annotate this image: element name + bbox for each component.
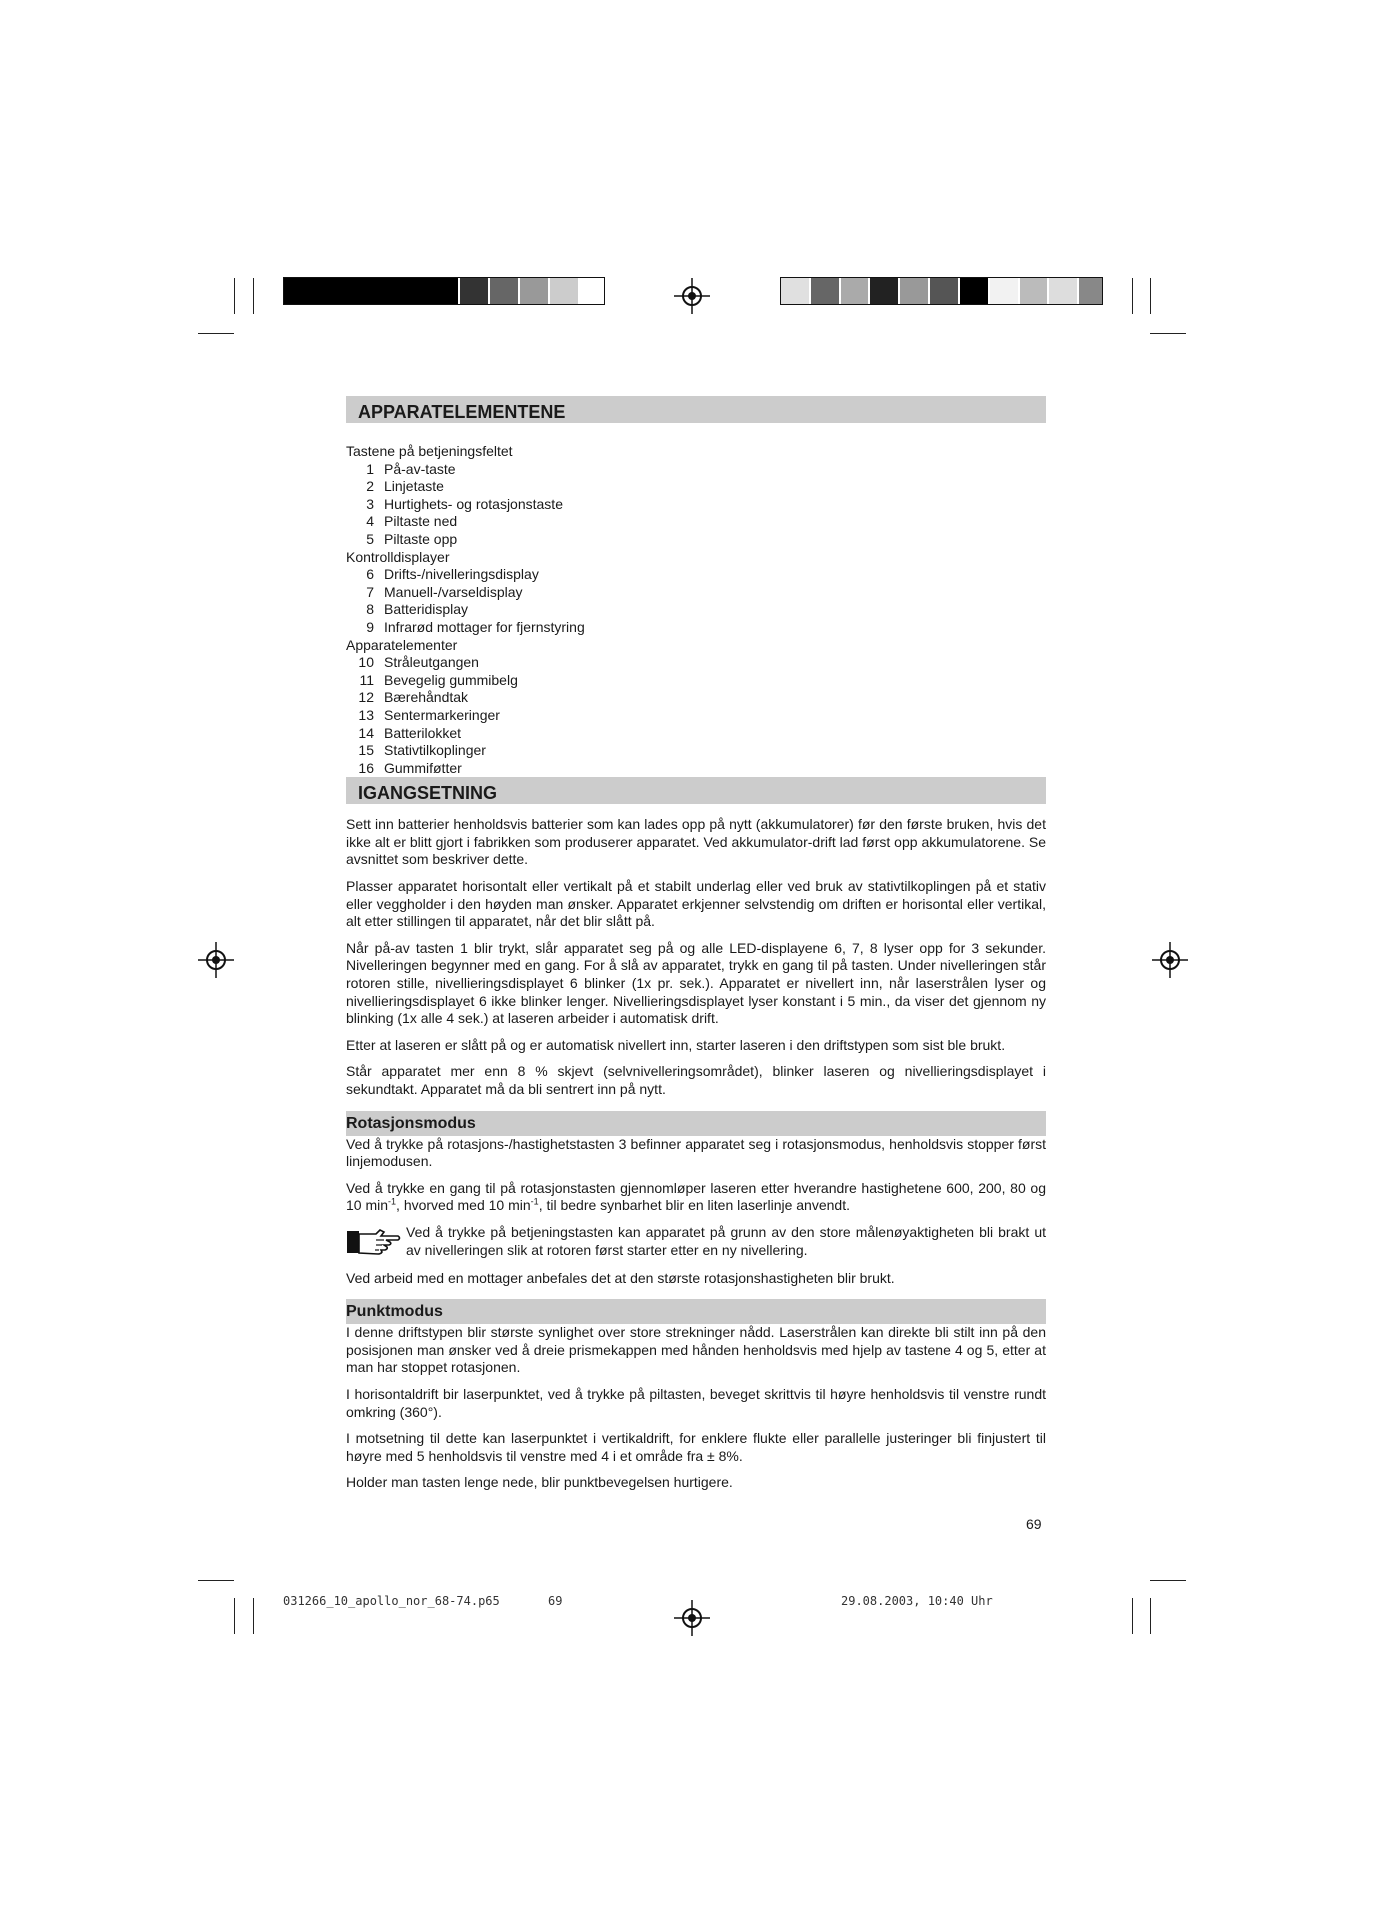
pointing-hand-icon bbox=[346, 1224, 406, 1261]
group-label: Apparatelementer bbox=[346, 636, 458, 653]
list-item: 1 På-av-taste bbox=[366, 460, 456, 477]
subsection-heading-punktmodus: Punktmodus bbox=[346, 1299, 1046, 1324]
list-item: 15 Stativtilkoplinger bbox=[358, 742, 486, 759]
list-item: 2 Linjetaste bbox=[366, 478, 444, 495]
paragraph: I denne driftstypen blir største synlighet over store strekninger nådd. Laserstrålen kan direkte bli stilt inn på den posisjonen man ønsker ved å dreie prismekappen med hånden henholdsvis med hjelp av tastene 4 og 5, etter at man har stoppet rotasjonen. bbox=[346, 1324, 1046, 1376]
list-item: 13 Sentermarkeringer bbox=[358, 706, 500, 723]
registration-mark-icon bbox=[196, 940, 236, 980]
registration-mark-icon bbox=[672, 276, 712, 316]
list-item: 7 Manuell-/varseldisplay bbox=[366, 583, 523, 600]
section-heading-apparatelementene: APPARATELEMENTENE bbox=[346, 396, 1046, 423]
paragraph: Når på-av tasten 1 blir trykt, slår apparatet seg på og alle LED-displayene 6, 7, 8 lyser opp for 3 sekunder. Nivelleringen begynner med en gang. For å slå av apparatet, trykk en gang til på tasten. Under nivelleringen står rotoren stille, nivellieringsdisplayet 6 blinker (1x pr. sek.). Apparatet er nivellert inn, når laserstrålen lyser og nivellieringsdisplayet 6 ikke blinker lenger. Nivellieringsdisplayet lyser konstant i 5 min., da viser det gjennom ny blinking (1x alle 4 sek.) at laseren arbeider i automatisk drift. bbox=[346, 939, 1046, 1027]
paragraph: Sett inn batterier henholdsvis batterier som kan lades opp på nytt (akkumulatorer) før den første bruken, hvis det ikke alt er blitt gjort i fabrikken som produserer apparatet. Ved akkumulator-drift lad først opp akkumulatorene. Se avsnittet som beskriver dette. bbox=[346, 816, 1046, 868]
paragraph: Holder man tasten lenge nede, blir punktbevegelsen hurtigere. bbox=[346, 1474, 733, 1491]
list-item: 10 Stråleutgangen bbox=[358, 654, 479, 671]
paragraph-speeds: Ved å trykke en gang til på rotasjonstasten gjennomløper laseren etter hverandre hastighetene 600, 200, 80 og 10 $\min^{-1}$, hvorved med 10 $\min^{-1}$, til bedre synbarhet blir en liten laserlinje anvendt. bbox=[346, 1179, 1046, 1214]
paragraph: Ved arbeid med en mottager anbefales det at den største rotasjonshastigheten blir brukt. bbox=[346, 1269, 895, 1286]
list-item: 12 Bærehåndtak bbox=[358, 689, 469, 706]
footer-timestamp: 29.08.2003, 10:40 Uhr bbox=[841, 1594, 993, 1608]
list-item: 9 Infrarød mottager for fjernstyring bbox=[366, 618, 585, 635]
page-number: 69 bbox=[1026, 1516, 1042, 1532]
list-item: 11 Bevegelig gummibelg bbox=[359, 671, 518, 688]
registration-mark-icon bbox=[672, 1598, 712, 1638]
list-item: 3 Hurtighets- og rotasjonstaste bbox=[366, 495, 563, 512]
registration-mark-icon bbox=[1150, 940, 1190, 980]
footer-page: 69 bbox=[548, 1594, 563, 1608]
page-content bbox=[346, 396, 1046, 1501]
list-item: 5 Piltaste opp bbox=[366, 530, 458, 547]
note-text: Ved å trykke på betjeningstasten kan apparatet på grunn av den store målenøyaktigheten bli brakt ut av nivelleringen slik at rotoren først starter etter en ny nivellering. bbox=[406, 1223, 1046, 1258]
parts-list bbox=[346, 443, 1046, 777]
list-item: 16 Gummiføtter bbox=[358, 759, 462, 776]
subsection-heading-rotasjonsmodus: Rotasjonsmodus bbox=[346, 1111, 1046, 1136]
footer-filename: 031266_10_apollo_nor_68-74.p65 bbox=[283, 1594, 500, 1608]
paragraph: Ved å trykke på rotasjons-/hastighetstasten 3 befinner apparatet seg i rotasjonsmodus, henholdsvis stopper først linjemodusen. bbox=[346, 1135, 1046, 1170]
section-heading-igangsetning: IGANGSETNING bbox=[346, 777, 1046, 804]
list-item: 14 Batterilokket bbox=[358, 724, 462, 741]
group-label: Tastene på betjeningsfeltet bbox=[346, 443, 513, 459]
list-item: 8 Batteridisplay bbox=[366, 601, 469, 618]
list-item: 6 Drifts-/nivelleringsdisplay bbox=[366, 566, 539, 583]
note-block bbox=[346, 1224, 1046, 1261]
paragraph: I horisontaldrift bir laserpunktet, ved å trykke på piltasten, beveget skrittvis til høyre henholdsvis til venstre rundt omkring (360°). bbox=[346, 1385, 1046, 1420]
paragraph: Plasser apparatet horisontalt eller vertikalt på et stabilt underlag eller ved bruk av stativtilkoplingen på et stativ eller veggholder i den høyden man ønsker. Apparatet erkjenner selvstendig om driften er horisontal eller vertikal, alt etter stillingen til apparatet, når det blir slått på. bbox=[346, 878, 1046, 930]
group-label: Kontrolldisplayer bbox=[346, 548, 450, 565]
color-bar-right bbox=[780, 277, 1103, 305]
paragraph: Etter at laseren er slått på og er automatisk nivellert inn, starter laseren i den driftstypen som sist ble brukt. bbox=[346, 1036, 1006, 1053]
paragraph: Står apparatet mer enn 8 % skjevt (selvnivelleringsområdet), blinker laseren og nivellieringsdisplayet i sekundtakt. Apparatet må da bli sentrert inn på nytt. bbox=[346, 1063, 1046, 1097]
color-bar-left bbox=[283, 277, 605, 305]
paragraph: I motsetning til dette kan laserpunktet i vertikaldrift, for enklere flukte eller parallelle justeringer bli finjustert til høyre med 5 henholdsvis til venstre med 4 i et område fra ± 8%. bbox=[346, 1430, 1046, 1464]
list-item: 4 Piltaste ned bbox=[366, 513, 458, 530]
